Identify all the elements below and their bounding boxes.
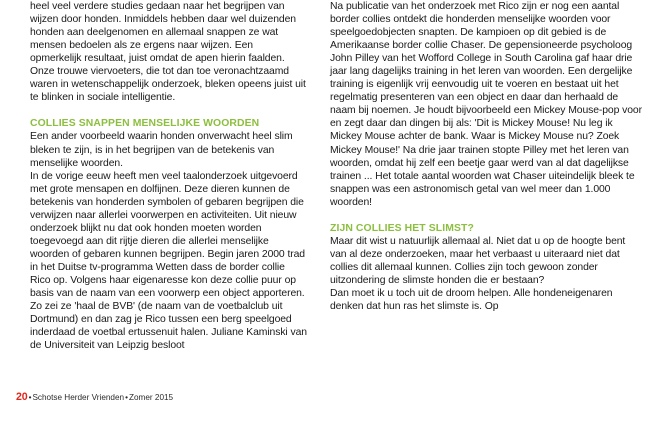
footer-separator-1: • <box>28 393 32 402</box>
paragraph-uit-de-droom: Dan moet ik u toch uit de droom helpen. Alle hondeneigenaren denken dat hun ras het slimste is. Op <box>330 288 613 313</box>
page-footer <box>16 392 173 403</box>
paragraph-chaser-training: Na publicatie van het onderzoek met Rico zijn er nog een aantal border collies ontdekt die honderden menselijke woorden voor speelgoedobjecten snapten. De kampioen op dit gebied is de Amerikaanse border collie Chaser. De gepensioneerde psycholoog John Pilley van het Wofford College in South Carolina gaf haar drie jaar lang dagelijks training in het leren van woorden. Een dergelijke training is eigenlijk vrij eenvoudig uit te voeren en bestaat uit het regelmatig presenteren van een object en daar dan herhaald de naam bij noemen. Je houdt bijvoorbeeld een Mickey Mouse-pop voor en zegt daar dan dingen bij als: 'Dit is Mickey Mouse! Nu leg ik Mickey Mouse achter de bank. Waar is Mickey Mouse nu? Zoek Mickey Mouse!' Na drie jaar trainen stopte Pilley met het leren van woorden, omdat hij zelf een beetje gaar werd van al dat dagelijkse trainen ... Het totale aantal woorden wat Chaser uiteindelijk bleek te snappen was een astronomisch getal van wel meer dan 1.000 woorden! <box>330 1 642 208</box>
paragraph-spacer-left <box>30 104 307 117</box>
footer-separator-2: • <box>125 393 128 402</box>
right-text-column <box>330 0 642 313</box>
heading-collies-snappen-menselijke-woorden: COLLIES SNAPPEN MENSELIJKE WOORDEN <box>30 118 260 130</box>
heading-zijn-collies-het-slimst: ZIJN COLLIES HET SLIMST? <box>330 222 474 234</box>
paragraph-begrijpen-betekenis: Een ander voorbeeld waarin honden onverwacht heel slim bleken te zijn, is in het begrijpen van de betekenis van menselijke woorden. <box>30 131 293 169</box>
footer-issue: Zomer 2015 <box>128 393 174 402</box>
page-number: 20 <box>16 391 28 403</box>
paragraph-taalonderzoek-rico: In de vorige eeuw heeft men veel taalonderzoek uitgevoerd met grote mensapen en dolfijnen. Deze dieren kunnen de betekenis van honderden symbolen of gebaren begrijpen die verwijzen naar allerlei voorwerpen en activiteiten. Uit nieuw onderzoek blijkt nu dat ook honden moeten worden toegevoegd aan dit rijtje dieren die allerlei menselijke woorden of gebaren kunnen begrijpen. Begin jaren 2000 trad in het Duitse tv-programma Wetten dass de border collie Rico op. Volgens haar eigenaresse kon deze collie puur op basis van de naam van een voorwerp een object apporteren. Zo zei ze 'haal de BVB' (de naam van de voetbalclub uit Dortmund) en dan zag je Rico tussen een berg speelgoed inderdaad de voetbal ertussenuit halen. Juliane Kaminski van de Universiteit van Leipzig besloot <box>30 170 307 352</box>
paragraph-pointing-studies: heel veel verdere studies gedaan naar het begrijpen van wijzen door honden. Inmiddels hebben daar wel duizenden honden aan deelgenomen en allemaal snappen ze wat mensen bedoelen als ze ergens naar wijzen. Een opmerkelijk resultaat, juist omdat de apen hierin faalden. Onze trouwe viervoeters, die tot dan toe veronachtzaamd waren in wetenschappelijk onderzoek, bleken opeens juist uit te blinken in sociale intelligentie. <box>30 1 306 104</box>
left-text-column <box>30 0 307 352</box>
footer-publication-title: Schotse Herder Vrienden <box>32 393 125 402</box>
paragraph-slimste-honden: Maar dit wist u natuurlijk allemaal al. Niet dat u op de hoogte bent van al deze onderzoeken, maar het verbaast u uiteraard niet dat collies dit allemaal kunnen. Collies zijn toch gewoon zonder uitzondering de slimste honden die er bestaan? <box>330 235 626 286</box>
paragraph-spacer-right <box>330 209 642 222</box>
